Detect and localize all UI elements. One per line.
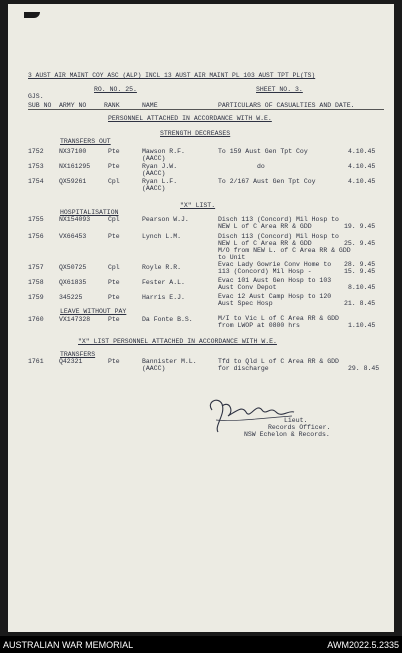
row-name: Lynch L.M. (142, 233, 182, 240)
row-name: Mawson R.F. (AACC) (142, 148, 185, 162)
row-army-no: QX61835 (59, 279, 87, 286)
row-particulars: M/I to Vic L of C Area RR & GDD from LWOP at 0800 hrs (218, 315, 339, 329)
row-particulars: do (218, 163, 265, 170)
row-army-no: Q42321 (59, 358, 83, 365)
row-army-no: QX50725 (59, 264, 87, 271)
row-name: Bannister M.L. (AACC) (142, 358, 197, 372)
row-date: 15. 9.45 (344, 268, 376, 275)
row-date: 4.10.45 (348, 148, 376, 155)
header-name: NAME (142, 102, 158, 109)
row-rank: Cpl (108, 216, 120, 223)
row-sub-no: 1756 (28, 233, 44, 240)
row-sub-no: 1760 (28, 316, 44, 323)
row-particulars: Disch 113 (Concord) Mil Hosp to NEW L of C Area RR & GDD M/O from NEW L. of C Area RR & GDD to Unit (218, 233, 351, 261)
header-rule (28, 109, 384, 110)
row-army-no: NX161295 (59, 163, 91, 170)
ro-number: RO. NO. 25. (94, 86, 137, 93)
row-particulars: Tfd to Qld L of C Area RR & GDD for discharge (218, 358, 339, 372)
row-particulars: Evac 12 Aust Camp Hosp to 120 Aust Spec Hosp (218, 293, 332, 307)
row-army-no: QX59261 (59, 178, 87, 185)
document-page (8, 4, 394, 632)
row-date: 19. 9.45 (344, 223, 376, 230)
row-army-no: NX37100 (59, 148, 87, 155)
row-rank: Pte (108, 233, 120, 240)
header-sub-no: SUB NO (28, 102, 52, 109)
row-particulars: Evac 101 Aust Gen Hosp to 103 Aust Conv Depot (218, 277, 332, 291)
row-name: Ryan L.F. (AACC) (142, 178, 178, 192)
signature-rank: Lieut. (284, 417, 308, 424)
heading-strength-decreases: STRENGTH DECREASES (160, 130, 231, 137)
sheet-number: SHEET NO. 3. (256, 86, 303, 93)
subheading-transfers: TRANSFERS (60, 351, 96, 358)
row-date: 21. 8.45 (344, 300, 376, 307)
row-sub-no: 1754 (28, 178, 44, 185)
header-rank: RANK (104, 102, 120, 109)
row-rank: Pte (108, 316, 120, 323)
row-date: 29. 8.45 (348, 365, 380, 372)
footer-institution: AUSTRALIAN WAR MEMORIAL (3, 640, 134, 650)
subheading-hospitalisation: HOSPITALISATION (60, 209, 119, 216)
row-date: 25. 9.45 28. 9.45 (344, 240, 376, 268)
row-name: Harris E.J. (142, 294, 185, 301)
row-name: Ryan J.W. (AACC) (142, 163, 178, 177)
unit-title: 3 AUST AIR MAINT COY ASC (ALP) INCL 13 AUST AIR MAINT PL 103 AUST TPT PL(TS) (28, 72, 316, 79)
footer-accession-number: AWM2022.5.2335 (327, 640, 399, 650)
row-rank: Pte (108, 358, 120, 365)
row-army-no: NX154093 (59, 216, 91, 223)
row-sub-no: 1761 (28, 358, 44, 365)
header-particulars: PARTICULARS OF CASUALTIES AND DATE. (218, 102, 355, 109)
row-particulars: Evac Lady Gowrie Conv Home to 113 (Concord) Mil Hosp - (218, 261, 332, 275)
row-rank: Pte (108, 163, 120, 170)
row-date: 8.10.45 (348, 284, 376, 291)
row-date: 4.10.45 (348, 163, 376, 170)
row-rank: Cpl (108, 178, 120, 185)
paper-tear (24, 12, 40, 18)
row-rank: Cpl (108, 264, 120, 271)
row-sub-no: 1753 (28, 163, 44, 170)
row-army-no: 345225 (59, 294, 83, 301)
row-name: Fester A.L. (142, 279, 185, 286)
row-particulars: To 2/167 Aust Gen Tpt Coy (218, 178, 316, 185)
row-sub-no: 1757 (28, 264, 44, 271)
subheading-leave-without-pay: LEAVE WITHOUT PAY (60, 308, 127, 315)
row-sub-no: 1759 (28, 294, 44, 301)
header-army-no: ARMY NO (59, 102, 87, 109)
heading-personnel-attached: PERSONNEL ATTACHED IN ACCORDANCE WITH W.E. (108, 115, 272, 122)
row-particulars: Disch 113 (Concord) Mil Hosp to NEW L of C Area RR & GDD (218, 216, 339, 230)
footer-bar (0, 636, 402, 653)
row-rank: Pte (108, 279, 120, 286)
row-sub-no: 1758 (28, 279, 44, 286)
subheading-transfers-out: TRANSFERS OUT (60, 138, 111, 145)
row-name: Da Fonte B.S. (142, 316, 193, 323)
row-particulars: To 159 Aust Gen Tpt Coy (218, 148, 308, 155)
row-date: 4.10.45 (348, 178, 376, 185)
row-name: Pearson W.J. (142, 216, 189, 223)
signature-organisation: NSW Echelon & Records. (244, 431, 330, 438)
row-rank: Pte (108, 148, 120, 155)
row-army-no: VX147328 (59, 316, 91, 323)
row-rank: Pte (108, 294, 120, 301)
row-name: Royle R.R. (142, 264, 182, 271)
signature-title: Records Officer. (268, 424, 331, 431)
heading-x-list: "X" LIST. (180, 202, 216, 209)
reference: GJS. (28, 93, 44, 100)
row-sub-no: 1752 (28, 148, 44, 155)
heading-x-list-personnel: "X" LIST PERSONNEL ATTACHED IN ACCORDANCE WITH W.E. (78, 338, 277, 345)
row-army-no: VX66453 (59, 233, 87, 240)
row-date: 1.10.45 (348, 322, 376, 329)
row-sub-no: 1755 (28, 216, 44, 223)
